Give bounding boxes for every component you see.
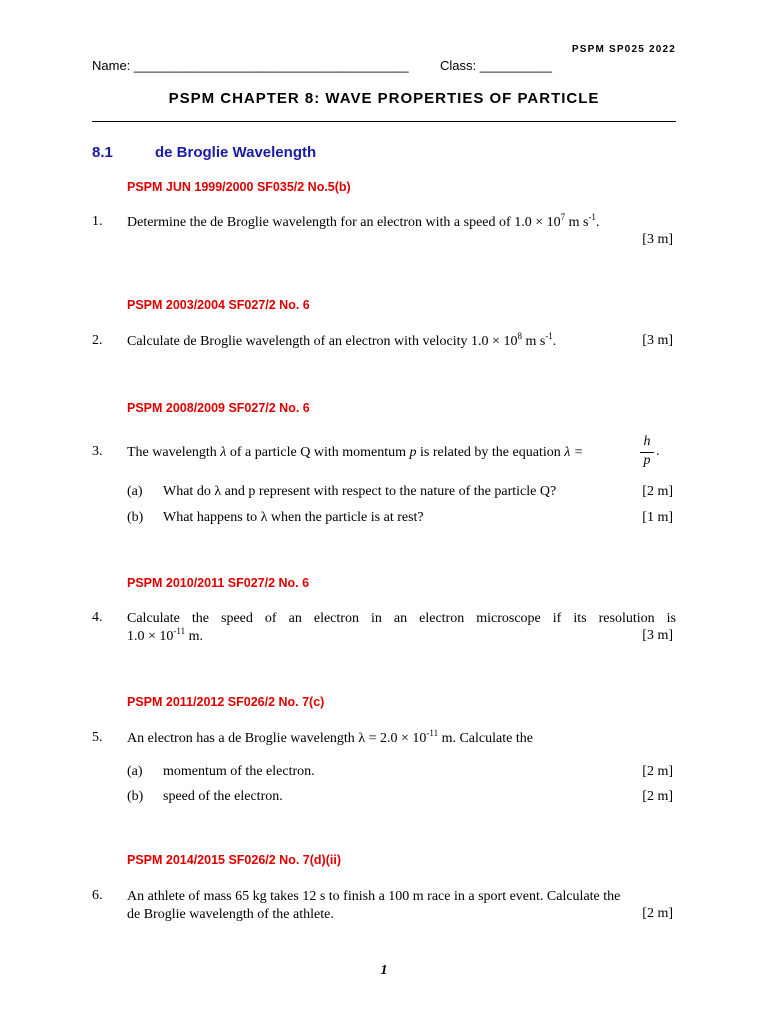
question-1-text: Determine the de Broglie wavelength for an electron with a speed of $1.0 \times 10^7$ m $s^{-1}$. <box>127 212 600 230</box>
question-5b-marks: [2 m] <box>642 789 673 804</box>
question-4-marks: [3 m] <box>642 628 673 643</box>
question-1-marks: [3 m] <box>642 232 673 247</box>
question-3a-label: (a) <box>127 484 143 499</box>
question-3-text: The wavelength λ of a particle Q with momentum p is related by the equation λ = <box>127 445 584 460</box>
question-5-reference: PSPM 2011/2012 SF026/2 No. 7(c) <box>127 695 325 709</box>
question-6-text-line1: An athlete of mass 65 kg takes 12 s to finish a 100 m race in a sport event. Calculate the <box>127 889 621 904</box>
question-6-reference: PSPM 2014/2015 SF026/2 No. 7(d)(ii) <box>127 853 341 867</box>
question-6-number: 6. <box>92 888 103 903</box>
equation-denominator: p <box>643 453 651 468</box>
question-2-reference: PSPM 2003/2004 SF027/2 No. 6 <box>127 298 310 312</box>
section-title: de Broglie Wavelength <box>155 144 317 161</box>
question-5a-marks: [2 m] <box>642 764 673 779</box>
equation-fraction <box>640 434 654 471</box>
question-4-text-line1: Calculate the speed of an electron in an electron microscope if its resolution is <box>127 611 676 626</box>
question-3-reference: PSPM 2008/2009 SF027/2 No. 6 <box>127 401 310 415</box>
question-5b-text: speed of the electron. <box>163 789 283 804</box>
class-field-label: Class: __________ <box>440 58 553 73</box>
document-code: PSPM SP025 2022 <box>571 44 676 55</box>
question-5a-label: (a) <box>127 764 143 779</box>
question-2-number: 2. <box>92 333 103 348</box>
section-number: 8.1 <box>92 144 113 161</box>
question-5-text: An electron has a de Broglie wavelength $\lambda = 2.0 \times 10^{-11}$ m. Calculate the <box>127 728 533 746</box>
question-3b-marks: [1 m] <box>642 510 673 525</box>
name-field-label: Name: ______________________________________ <box>92 58 409 73</box>
page-title: PSPM CHAPTER 8: WAVE PROPERTIES OF PARTICLE <box>168 90 600 107</box>
question-1-reference: PSPM JUN 1999/2000 SF035/2 No.5(b) <box>127 180 351 194</box>
equation-period: . <box>656 444 660 459</box>
question-5b-label: (b) <box>127 789 144 804</box>
question-3b-text: What happens to λ when the particle is at rest? <box>163 510 424 525</box>
question-4-reference: PSPM 2010/2011 SF027/2 No. 6 <box>127 576 310 590</box>
title-divider <box>92 121 676 122</box>
question-5a-text: momentum of the electron. <box>163 764 315 779</box>
question-6-text-line2: de Broglie wavelength of the athlete. <box>127 907 334 922</box>
question-1-number: 1. <box>92 214 103 229</box>
question-2-text: Calculate de Broglie wavelength of an electron with velocity $1.0 \times 10^8$ m $s^{-1}$. <box>127 331 557 349</box>
question-6-marks: [2 m] <box>642 906 673 921</box>
question-3-number: 3. <box>92 444 103 459</box>
question-5-number: 5. <box>92 730 103 745</box>
question-4-text-line2: $1.0 \times 10^{-11}$ m. <box>127 626 203 644</box>
question-3b-label: (b) <box>127 510 144 525</box>
question-3a-text: What do λ and p represent with respect to the nature of the particle Q? <box>163 484 557 499</box>
equation-numerator: h <box>643 434 651 449</box>
question-2-marks: [3 m] <box>642 333 673 348</box>
question-3a-marks: [2 m] <box>642 484 673 499</box>
page-number: 1 <box>380 963 388 978</box>
question-4-number: 4. <box>92 610 103 625</box>
